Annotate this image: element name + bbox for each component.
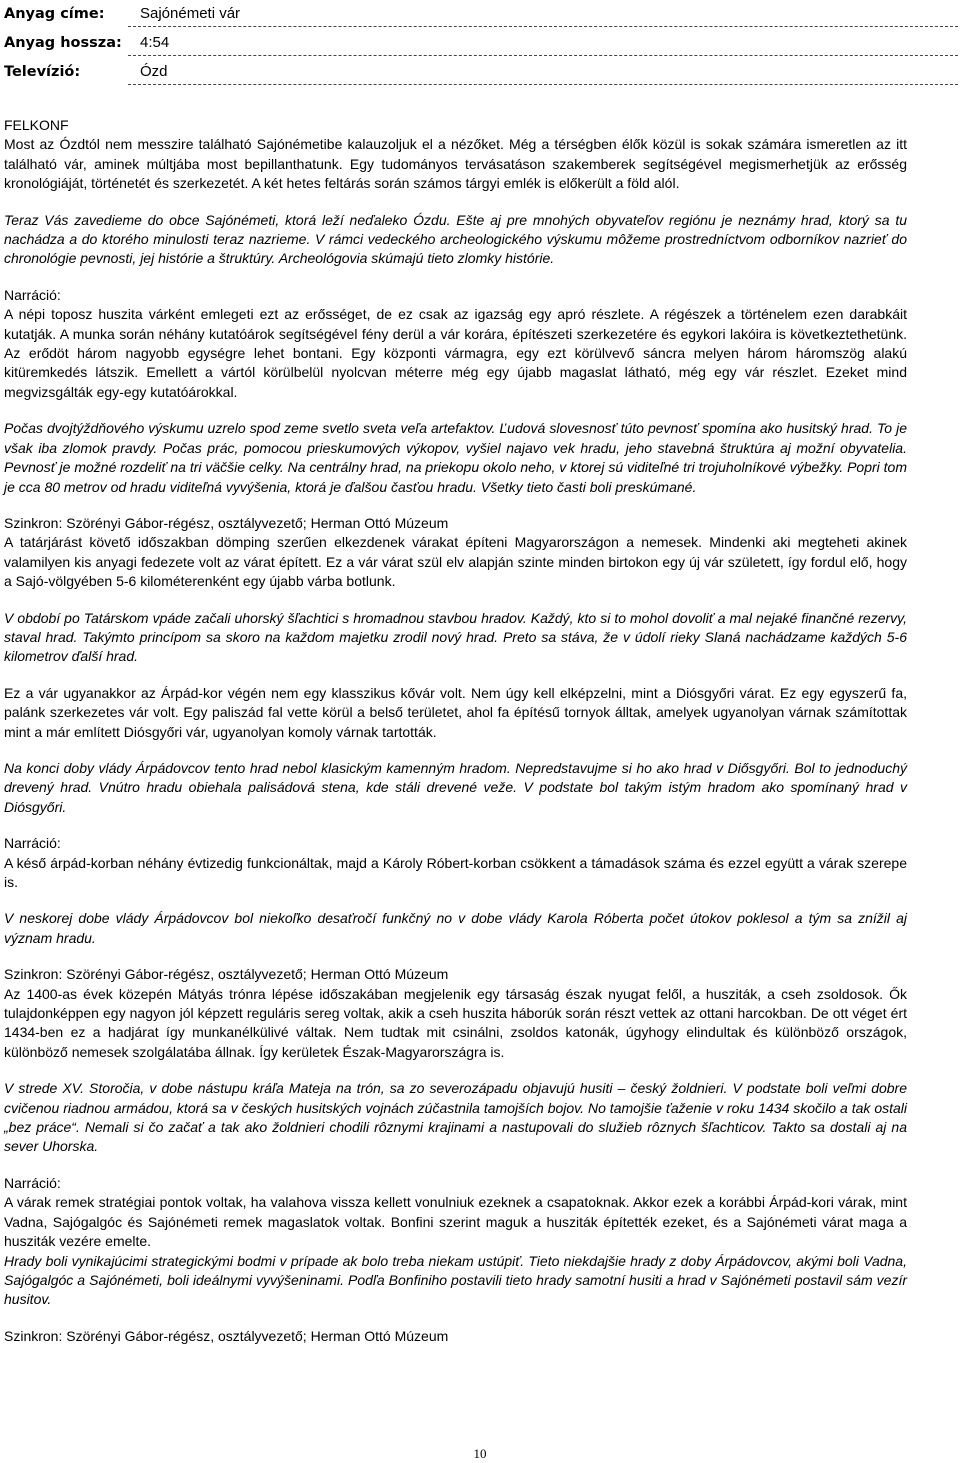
title-label: Anyag címe: xyxy=(4,6,105,22)
paragraph-text: A népi toposz huszita várként emlegeti ezt az erősséget, de ez csak az igazság egy apró részlete. A régészek a történelem ezen darabkáit kutatják. A munka során néhány kutatóárok segítségével fény derül a vár korára, építészeti szerkezetére és egykori lakóira is következtethetünk. Az erődöt három nagyobb egységre lehet bontani. Egy központi vármagra, egy ezt körülvevő sáncra melyen három háromszög alakú kitüremkedés látszik. Emellett a vártól körülbelül nyolcvan méterre még egy újabb magaslat látható, még egy vár részlet. Ezeket mind megvizsgálták egy-egy kutatóárokkal. xyxy=(4,306,907,400)
paragraph-text: V strede XV. Storočia, v dobe nástupu kráľa Mateja na trón, sa zo severozápadu objavujú husiti – český žoldnieri. V podstate boli veľmi dobre cvičenou riadnou armádou, ktorá sa v českých husitských vojnách zúčastnila tamojších bojov. No tamojšie ťaženie v roku 1434 skočilo a tak ostali „bez práce“. Nemali si čo začať a tak ako žoldnieri chodili rôznymi krajinami a nastupovali do služieb rôznych šľachticov. Takto sa dostali aj na sever Uhorska. xyxy=(4,1080,907,1155)
paragraph-heading: Narráció: xyxy=(4,286,61,303)
hungarian-paragraph xyxy=(4,1174,907,1252)
length-label: Anyag hossza: xyxy=(4,35,122,51)
slovak-paragraph xyxy=(4,419,907,497)
hungarian-paragraph xyxy=(4,116,907,194)
slovak-paragraph xyxy=(4,909,907,948)
length-rule xyxy=(128,55,958,56)
paragraph-text: A tatárjárást követő időszakban dömping szerűen elkezdenek várakat építeni Magyarországon a nemesek. Mindenki aki megteheti akinek valamilyen kis anyagi fedezete volt az várat épített. Ez a vár várat szül elv alapján szinte minden birtokon egy új vár született, így fordul elő, hogy a Sajó-völgyében 5-6 kilométerenként egy újabb várba botlunk. xyxy=(4,534,907,590)
paragraph-text: V období po Tatárskom vpáde začali uhorský šľachtici s hromadnou stavbou hradov. Každý, kto si to mohol dovoliť a mal nejaké finančné rezervy, staval hrad. Takýmto princípom sa skoro na každom majetku zrodil nový hrad. Preto sa stáva, že v údolí rieky Slaná nachádzame každých 5-6 kilometrov ďalší hrad. xyxy=(4,609,907,665)
hungarian-paragraph xyxy=(4,834,907,892)
length-row xyxy=(4,29,958,58)
paragraph-heading: Szinkron: Szörényi Gábor-régész, osztályvezető; Herman Ottó Múzeum xyxy=(4,514,449,531)
hungarian-paragraph xyxy=(4,514,907,592)
title-row xyxy=(4,0,958,29)
tv-row xyxy=(4,58,958,87)
paragraph-heading: FELKONF xyxy=(4,117,69,133)
paragraph-text: V neskorej dobe vlády Árpádovcov bol niekoľko desaťročí funkčný no v dobe vlády Karola Róberta počet útokov poklesol a tým sa znížil aj význam hradu. xyxy=(4,910,907,946)
slovak-paragraph xyxy=(4,609,907,667)
paragraph-text: Az 1400-as évek közepén Mátyás trónra lépése időszakában megjelenik egy társaság észak nyugat felől, a husziták, a cseh zsoldosok. Ők tulajdonképpen egy nagyon jól képzett reguláris sereg voltak, akik a cseh huszita háborúk során részt vettek az ottani harcokban. De ott véget ért 1434-ben ez a hadjárat így munkanélkülivé váltak. Nem tudtak mit csinálni, zsoldos katonák, úgyhogy elindultak és különböző országok, különböző nemesek szolgálatába állnak. Így kerületek Észak-Magyarországra is. xyxy=(4,985,907,1060)
length-value: 4:54 xyxy=(140,34,170,51)
paragraph-text: A késő árpád-korban néhány évtizedig funkcionáltak, majd a Károly Róbert-korban csökkent a támadások száma és ezzel együtt a várak szerepe is. xyxy=(4,854,907,890)
page-number: 10 xyxy=(473,1446,487,1461)
paragraph-text: Szinkron: Szörényi Gábor-régész, osztályvezető; Herman Ottó Múzeum xyxy=(4,1327,449,1344)
paragraph-heading: Szinkron: Szörényi Gábor-régész, osztályvezető; Herman Ottó Múzeum xyxy=(4,966,449,983)
hungarian-paragraph xyxy=(4,965,907,1062)
hungarian-paragraph xyxy=(4,1327,907,1346)
slovak-paragraph xyxy=(4,759,907,817)
slovak-paragraph xyxy=(4,1252,907,1310)
paragraph-heading: Narráció: xyxy=(4,1174,61,1191)
document-header xyxy=(4,0,958,87)
paragraph-text: A várak remek stratégiai pontok voltak, ha valahova vissza kellett vonulniuk ezeknek a csapatoknak. Akkor ezek a korábbi Árpád-kori várak, mint Vadna, Sajógalgóc és Sajónémeti remek magaslatok voltak. Bonfini szerint maguk a husziták építették ezeket, és a Sajónémeti várat maga a husziták vezére emelte. xyxy=(4,1194,907,1250)
title-value: Sajónémeti vár xyxy=(140,5,241,22)
paragraph-text: Most az Ózdtól nem messzire található Sajónémetibe kalauzoljuk el a nézőket. Még a térségben élők közül is sokak számára ismeretlen az itt található vár, aminek múltjába most bepillanthatunk. Egy tudományos tervásatáson szakemberek segítségével megismerhetjük az erősség kronológiáját, történetét és szerkezetét. A két hetes feltárás során számos tárgyi emlék is előkerült a föld alól. xyxy=(4,136,907,192)
tv-rule xyxy=(128,84,958,85)
slovak-paragraph xyxy=(4,211,907,269)
paragraph-text: Ez a vár ugyanakkor az Árpád-kor végén nem egy klasszikus kővár volt. Nem úgy kell elképzelni, mint a Diósgyőri várat. Ez egy egyszerű fa, palánk szerkezetes vár volt. Egy paliszád fal vette körül a belső területet, ahol fa építésű tornyok álltak, amelyek ugyanolyan várnak számítottak mint a már említett Diósgyőri vár, ugyanolyan komoly várnak tartották. xyxy=(4,684,907,740)
paragraph-text: Na konci doby vlády Árpádovcov tento hrad nebol klasickým kamenným hradom. Nepredstavujme si ho ako hrad v Diősgyőri. Bol to jednoduchý drevený hrad. Vnútro hradu obiehala palisádová stena, kde stáli drevené veže. V podstate bol takým istým hradom ako spomínaný hrad v Diósgyőri. xyxy=(4,759,907,815)
paragraph-text: Hrady boli vynikajúcimi strategickými bodmi v prípade ak bolo treba niekam ustúpiť. Tieto niekdajšie hrady z doby Árpádovcov, akými boli Vadna, Sajógalgóc a Sajónémeti, boli ideálnymi vyvýšeninami. Podľa Bonfiniho postavili tieto hrady samotní husiti a hrad v Sajónémeti postavil sám vezír husitov. xyxy=(4,1252,907,1308)
paragraph-text: Počas dvojtýždňového výskumu uzrelo spod zeme svetlo sveta veľa artefaktov. Ľudová slovesnosť túto pevnosť spomína ako husitský hrad. To je však iba zlomok pravdy. Počas prác, pomocou prieskumových výkopov, vyšiel najavo vek hradu, jeho stavebná štruktúra aj možní obyvatelia. Pevnosť je možné rozdeliť na tri väčšie celky. Na centrálny hrad, na priekopu okolo neho, v ktorej sú viditeľné tri trojuholníkové výbežky. Popri tom je cca 80 metrov od hradu viditeľná vyvýšenia, ktorá je ďalšou časťou hradu. Všetky tieto časti boli preskúmané. xyxy=(4,420,907,495)
hungarian-paragraph xyxy=(4,684,907,742)
slovak-paragraph xyxy=(4,1079,907,1157)
title-rule xyxy=(128,26,958,27)
tv-value: Ózd xyxy=(140,63,168,80)
document-body xyxy=(4,116,907,1363)
paragraph-heading: Narráció: xyxy=(4,835,61,852)
paragraph-text: Teraz Vás zavedieme do obce Sajónémeti, ktorá leží neďaleko Ózdu. Ešte aj pre mnohých obyvateľov regiónu je neznámy hrad, ktorý sa tu nachádza a do ktorého minulosti teraz nazrieme. V rámci vedeckého archeologického výskumu môžeme prostredníctvom odborníkov nazrieť do chronológie pevnosti, jej histórie a štruktúry. Archeológovia skúmajú tieto zlomky histórie. xyxy=(4,211,907,267)
hungarian-paragraph xyxy=(4,286,907,402)
tv-label: Televízió: xyxy=(4,64,81,80)
